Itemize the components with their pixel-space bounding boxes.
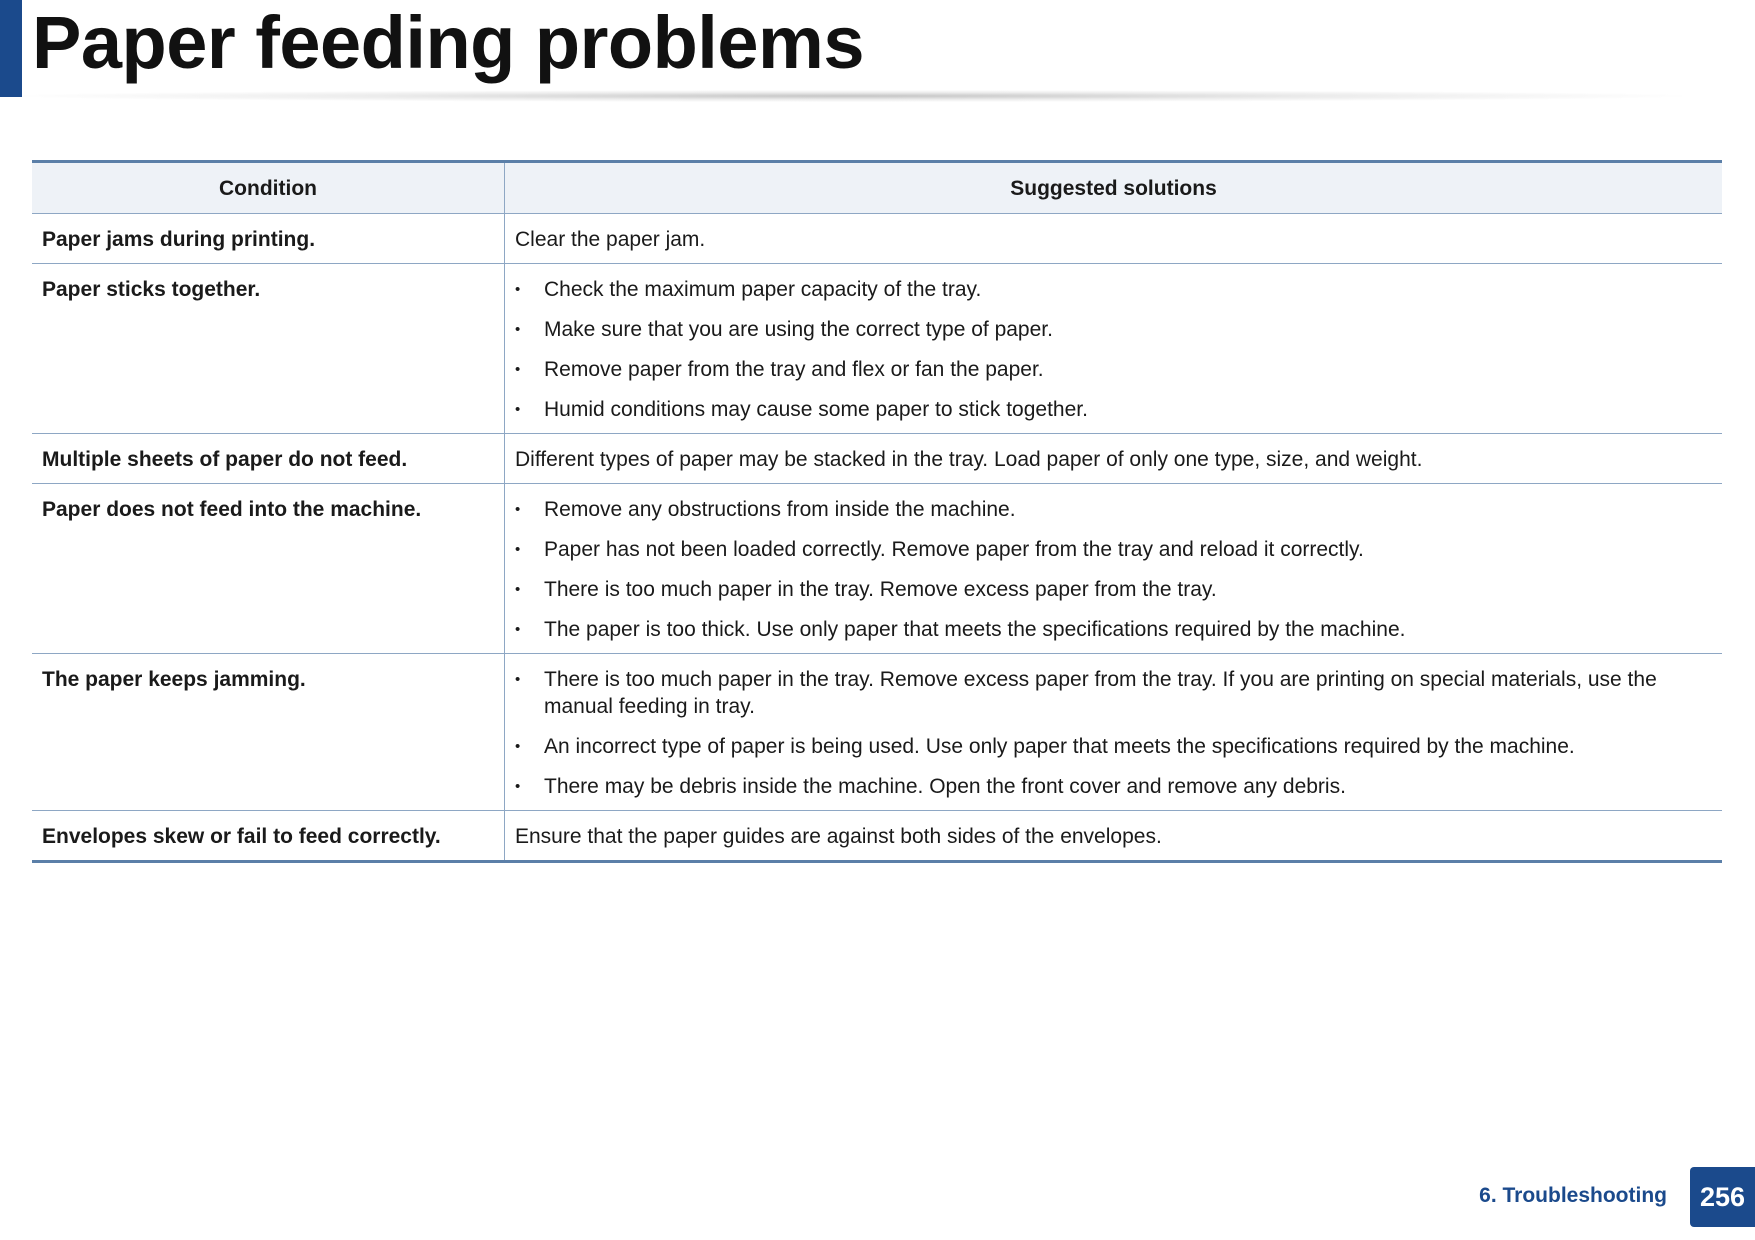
table-row: [32, 214, 1722, 264]
solution-cell: Different types of paper may be stacked in the tray. Load paper of only one type, size, and weight.: [505, 434, 1723, 484]
solution-item: • There may be debris inside the machine. Open the front cover and remove any debris.: [515, 773, 1712, 800]
solution-cell: [505, 264, 1723, 434]
footer-section-label: 6. Troubleshooting: [1479, 1184, 1667, 1207]
solution-cell: [505, 654, 1723, 811]
table-row: [32, 654, 1722, 811]
table-row: [32, 484, 1722, 654]
column-header-condition: Condition: [32, 162, 505, 214]
table-row: [32, 811, 1722, 862]
solution-list: [515, 666, 1712, 800]
solution-item: • The paper is too thick. Use only paper that meets the specifications required by the machine.: [515, 616, 1712, 643]
solution-list: [515, 276, 1712, 423]
solution-cell: Clear the paper jam.: [505, 214, 1723, 264]
solution-item: • Humid conditions may cause some paper to stick together.: [515, 396, 1712, 423]
condition-cell: Envelopes skew or fail to feed correctly.: [32, 811, 505, 862]
solution-item: • There is too much paper in the tray. Remove excess paper from the tray. If you are printing on special materials, use the manual feeding in tray.: [515, 666, 1712, 720]
solution-item: • There is too much paper in the tray. Remove excess paper from the tray.: [515, 576, 1712, 603]
solution-item: • An incorrect type of paper is being used. Use only paper that meets the specifications required by the machine.: [515, 733, 1712, 760]
condition-cell: Paper does not feed into the machine.: [32, 484, 505, 654]
solution-item: • Check the maximum paper capacity of the tray.: [515, 276, 1712, 303]
table-row: [32, 264, 1722, 434]
solution-cell: [505, 484, 1723, 654]
page-number-badge: 256: [1690, 1167, 1755, 1227]
solution-item: • Remove paper from the tray and flex or fan the paper.: [515, 356, 1712, 383]
condition-cell: Paper sticks together.: [32, 264, 505, 434]
title-divider: [22, 90, 1682, 102]
page-title: Paper feeding problems: [32, 1, 864, 84]
solution-list: [515, 496, 1712, 643]
troubleshooting-table: [32, 160, 1722, 863]
condition-cell: Multiple sheets of paper do not feed.: [32, 434, 505, 484]
solution-item: • Make sure that you are using the correct type of paper.: [515, 316, 1712, 343]
solution-item: • Paper has not been loaded correctly. Remove paper from the tray and reload it correctly.: [515, 536, 1712, 563]
solution-item: • Remove any obstructions from inside the machine.: [515, 496, 1712, 523]
condition-cell: The paper keeps jamming.: [32, 654, 505, 811]
column-header-solutions: Suggested solutions: [505, 162, 1723, 214]
solution-cell: Ensure that the paper guides are against both sides of the envelopes.: [505, 811, 1723, 862]
table-header-row: [32, 162, 1722, 214]
condition-cell: Paper jams during printing.: [32, 214, 505, 264]
table-row: [32, 434, 1722, 484]
title-accent-bar: [0, 0, 22, 97]
